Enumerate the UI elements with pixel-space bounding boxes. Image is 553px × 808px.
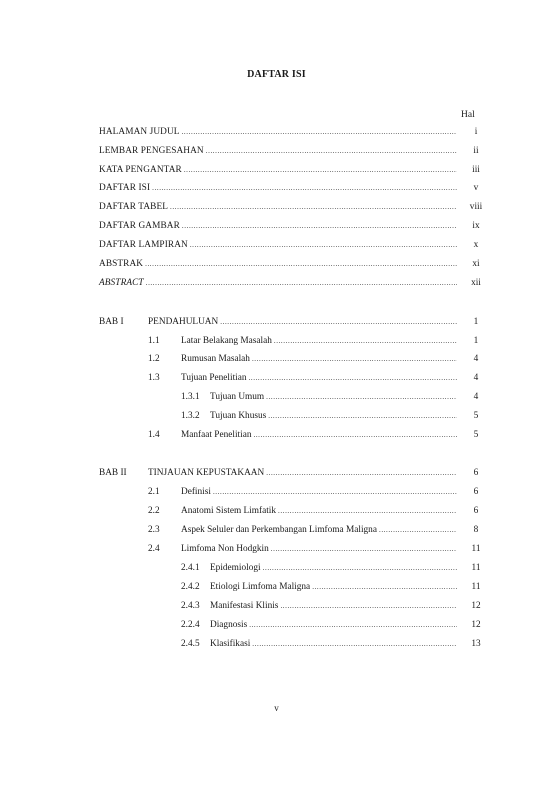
section-entry <box>181 504 483 518</box>
dot-leader <box>145 257 457 271</box>
section-entry <box>181 352 483 366</box>
toc-entry-page: 1 <box>473 317 479 327</box>
section-entry <box>181 523 483 537</box>
dot-leader <box>206 144 457 158</box>
toc-entry-page: 1 <box>473 336 479 346</box>
subsection-entry <box>210 618 483 632</box>
toc-entry-page: xi <box>472 259 480 269</box>
toc-entry-title: DAFTAR LAMPIRAN <box>99 240 188 250</box>
toc-entry-page: 12 <box>471 620 481 630</box>
section-title: Definisi <box>181 487 211 497</box>
toc-entry <box>99 200 483 214</box>
toc-entry-page: xii <box>471 278 481 288</box>
toc-entry-page: 4 <box>473 373 479 383</box>
dot-leader <box>190 238 457 252</box>
toc-entry-page: 6 <box>473 468 479 478</box>
subsection-entry <box>210 409 483 423</box>
chapter-title: PENDAHULUAN <box>148 317 219 327</box>
toc-entry-title: ABSTRACT <box>99 278 144 288</box>
dot-leader <box>278 504 457 518</box>
page-column-label: Hal <box>461 110 475 120</box>
subsection-entry <box>210 637 483 651</box>
section-title: Manfaat Penelitian <box>181 430 252 440</box>
toc-entry-page: 6 <box>473 506 479 516</box>
toc-entry-title: DAFTAR GAMBAR <box>99 221 180 231</box>
dot-leader <box>266 390 457 404</box>
toc-entry-title: KATA PENGANTAR <box>99 165 182 175</box>
section-number: 1.4 <box>148 430 160 440</box>
page-title: DAFTAR ISI <box>247 69 306 80</box>
subsection-title: Tujuan Khusus <box>210 411 267 421</box>
toc-entry-title: LEMBAR PENGESAHAN <box>99 146 204 156</box>
subsection-number: 2.4.1 <box>181 563 200 573</box>
toc-entry <box>99 181 483 195</box>
toc-entry-page: ii <box>473 146 479 156</box>
toc-entry-page: 11 <box>471 582 481 592</box>
section-title: Rumusan Masalah <box>181 354 250 364</box>
toc-entry <box>99 163 483 177</box>
toc-entry-title: DAFTAR TABEL <box>99 202 169 212</box>
toc-entry-page: i <box>474 127 478 137</box>
dot-leader <box>170 200 457 214</box>
toc-entry-page: viii <box>469 202 483 212</box>
dot-leader <box>252 637 457 651</box>
subsection-title: Diagnosis <box>210 620 248 630</box>
section-title: Limfoma Non Hodgkin <box>181 544 269 554</box>
subsection-entry <box>210 390 483 404</box>
section-entry <box>181 334 483 348</box>
chapter-title: TINJAUAN KEPUSTAKAAN <box>148 468 265 478</box>
dot-leader <box>379 523 457 537</box>
section-number: 1.3 <box>148 373 160 383</box>
subsection-entry <box>210 599 483 613</box>
dot-leader <box>213 485 457 499</box>
section-number: 1.1 <box>148 336 160 346</box>
dot-leader <box>253 428 457 442</box>
section-number: 1.2 <box>148 354 160 364</box>
dot-leader <box>280 599 457 613</box>
toc-entry <box>99 238 483 252</box>
toc-entry-title: HALAMAN JUDUL <box>99 127 180 137</box>
subsection-number: 1.3.2 <box>181 411 200 421</box>
toc-entry <box>99 276 483 290</box>
subsection-title: Manifestasi Klinis <box>210 601 279 611</box>
dot-leader <box>146 276 457 290</box>
toc-entry-page: 12 <box>471 601 481 611</box>
dot-leader <box>220 315 457 329</box>
toc-entry-page: 5 <box>473 430 479 440</box>
chapter-entry <box>148 466 483 480</box>
toc-entry <box>99 257 483 271</box>
subsection-number: 2.4.2 <box>181 582 200 592</box>
subsection-number: 1.3.1 <box>181 392 200 402</box>
chapter-label: BAB II <box>99 468 127 478</box>
section-number: 2.2 <box>148 506 160 516</box>
chapter-label: BAB I <box>99 317 124 327</box>
section-title: Latar Belakang Masalah <box>181 336 272 346</box>
dot-leader <box>271 542 457 556</box>
toc-entry-page: 11 <box>471 563 481 573</box>
section-entry <box>181 428 483 442</box>
dot-leader <box>274 334 457 348</box>
subsection-number: 2.4.5 <box>181 639 200 649</box>
toc-entry <box>99 219 483 233</box>
toc-entry-page: ix <box>472 221 480 231</box>
subsection-entry <box>210 561 483 575</box>
dot-leader <box>268 409 457 423</box>
section-title: Anatomi Sistem Limfatik <box>181 506 277 516</box>
toc-entry-page: 5 <box>473 411 479 421</box>
subsection-title: Tujuan Umum <box>210 392 265 402</box>
toc-entry-page: 8 <box>473 525 479 535</box>
toc-entry-page: 4 <box>473 354 479 364</box>
subsection-number: 2.2.4 <box>181 620 200 630</box>
toc-entry-page: 4 <box>473 392 479 402</box>
subsection-title: Klasifikasi <box>210 639 251 649</box>
section-title: Aspek Seluler dan Perkembangan Limfoma Maligna <box>181 525 377 535</box>
toc-entry-page: 6 <box>473 487 479 497</box>
dot-leader <box>182 125 457 139</box>
toc-entry-page: v <box>473 183 479 193</box>
section-entry <box>181 542 483 556</box>
subsection-entry <box>210 580 483 594</box>
dot-leader <box>182 219 457 233</box>
page-footer-number: v <box>274 703 279 713</box>
chapter-entry <box>148 315 483 329</box>
section-title: Tujuan Penelitian <box>181 373 247 383</box>
dot-leader <box>266 466 457 480</box>
section-number: 2.4 <box>148 544 160 554</box>
toc-entry-page: iii <box>472 165 480 175</box>
section-number: 2.1 <box>148 487 160 497</box>
dot-leader <box>249 618 457 632</box>
toc-entry-page: 13 <box>471 639 481 649</box>
toc-entry-title: DAFTAR ISI <box>99 183 151 193</box>
toc-entry-page: 11 <box>471 544 481 554</box>
dot-leader <box>263 561 457 575</box>
dot-leader <box>252 352 457 366</box>
subsection-title: Etiologi Limfoma Maligna <box>210 582 311 592</box>
dot-leader <box>249 371 457 385</box>
section-number: 2.3 <box>148 525 160 535</box>
dot-leader <box>152 181 457 195</box>
section-entry <box>181 485 483 499</box>
toc-entry-title: ABSTRAK <box>99 259 144 269</box>
subsection-title: Epidemiologi <box>210 563 261 573</box>
dot-leader <box>312 580 457 594</box>
dot-leader <box>184 163 457 177</box>
toc-entry-page: x <box>473 240 479 250</box>
section-entry <box>181 371 483 385</box>
toc-entry <box>99 125 483 139</box>
toc-entry <box>99 144 483 158</box>
subsection-number: 2.4.3 <box>181 601 200 611</box>
